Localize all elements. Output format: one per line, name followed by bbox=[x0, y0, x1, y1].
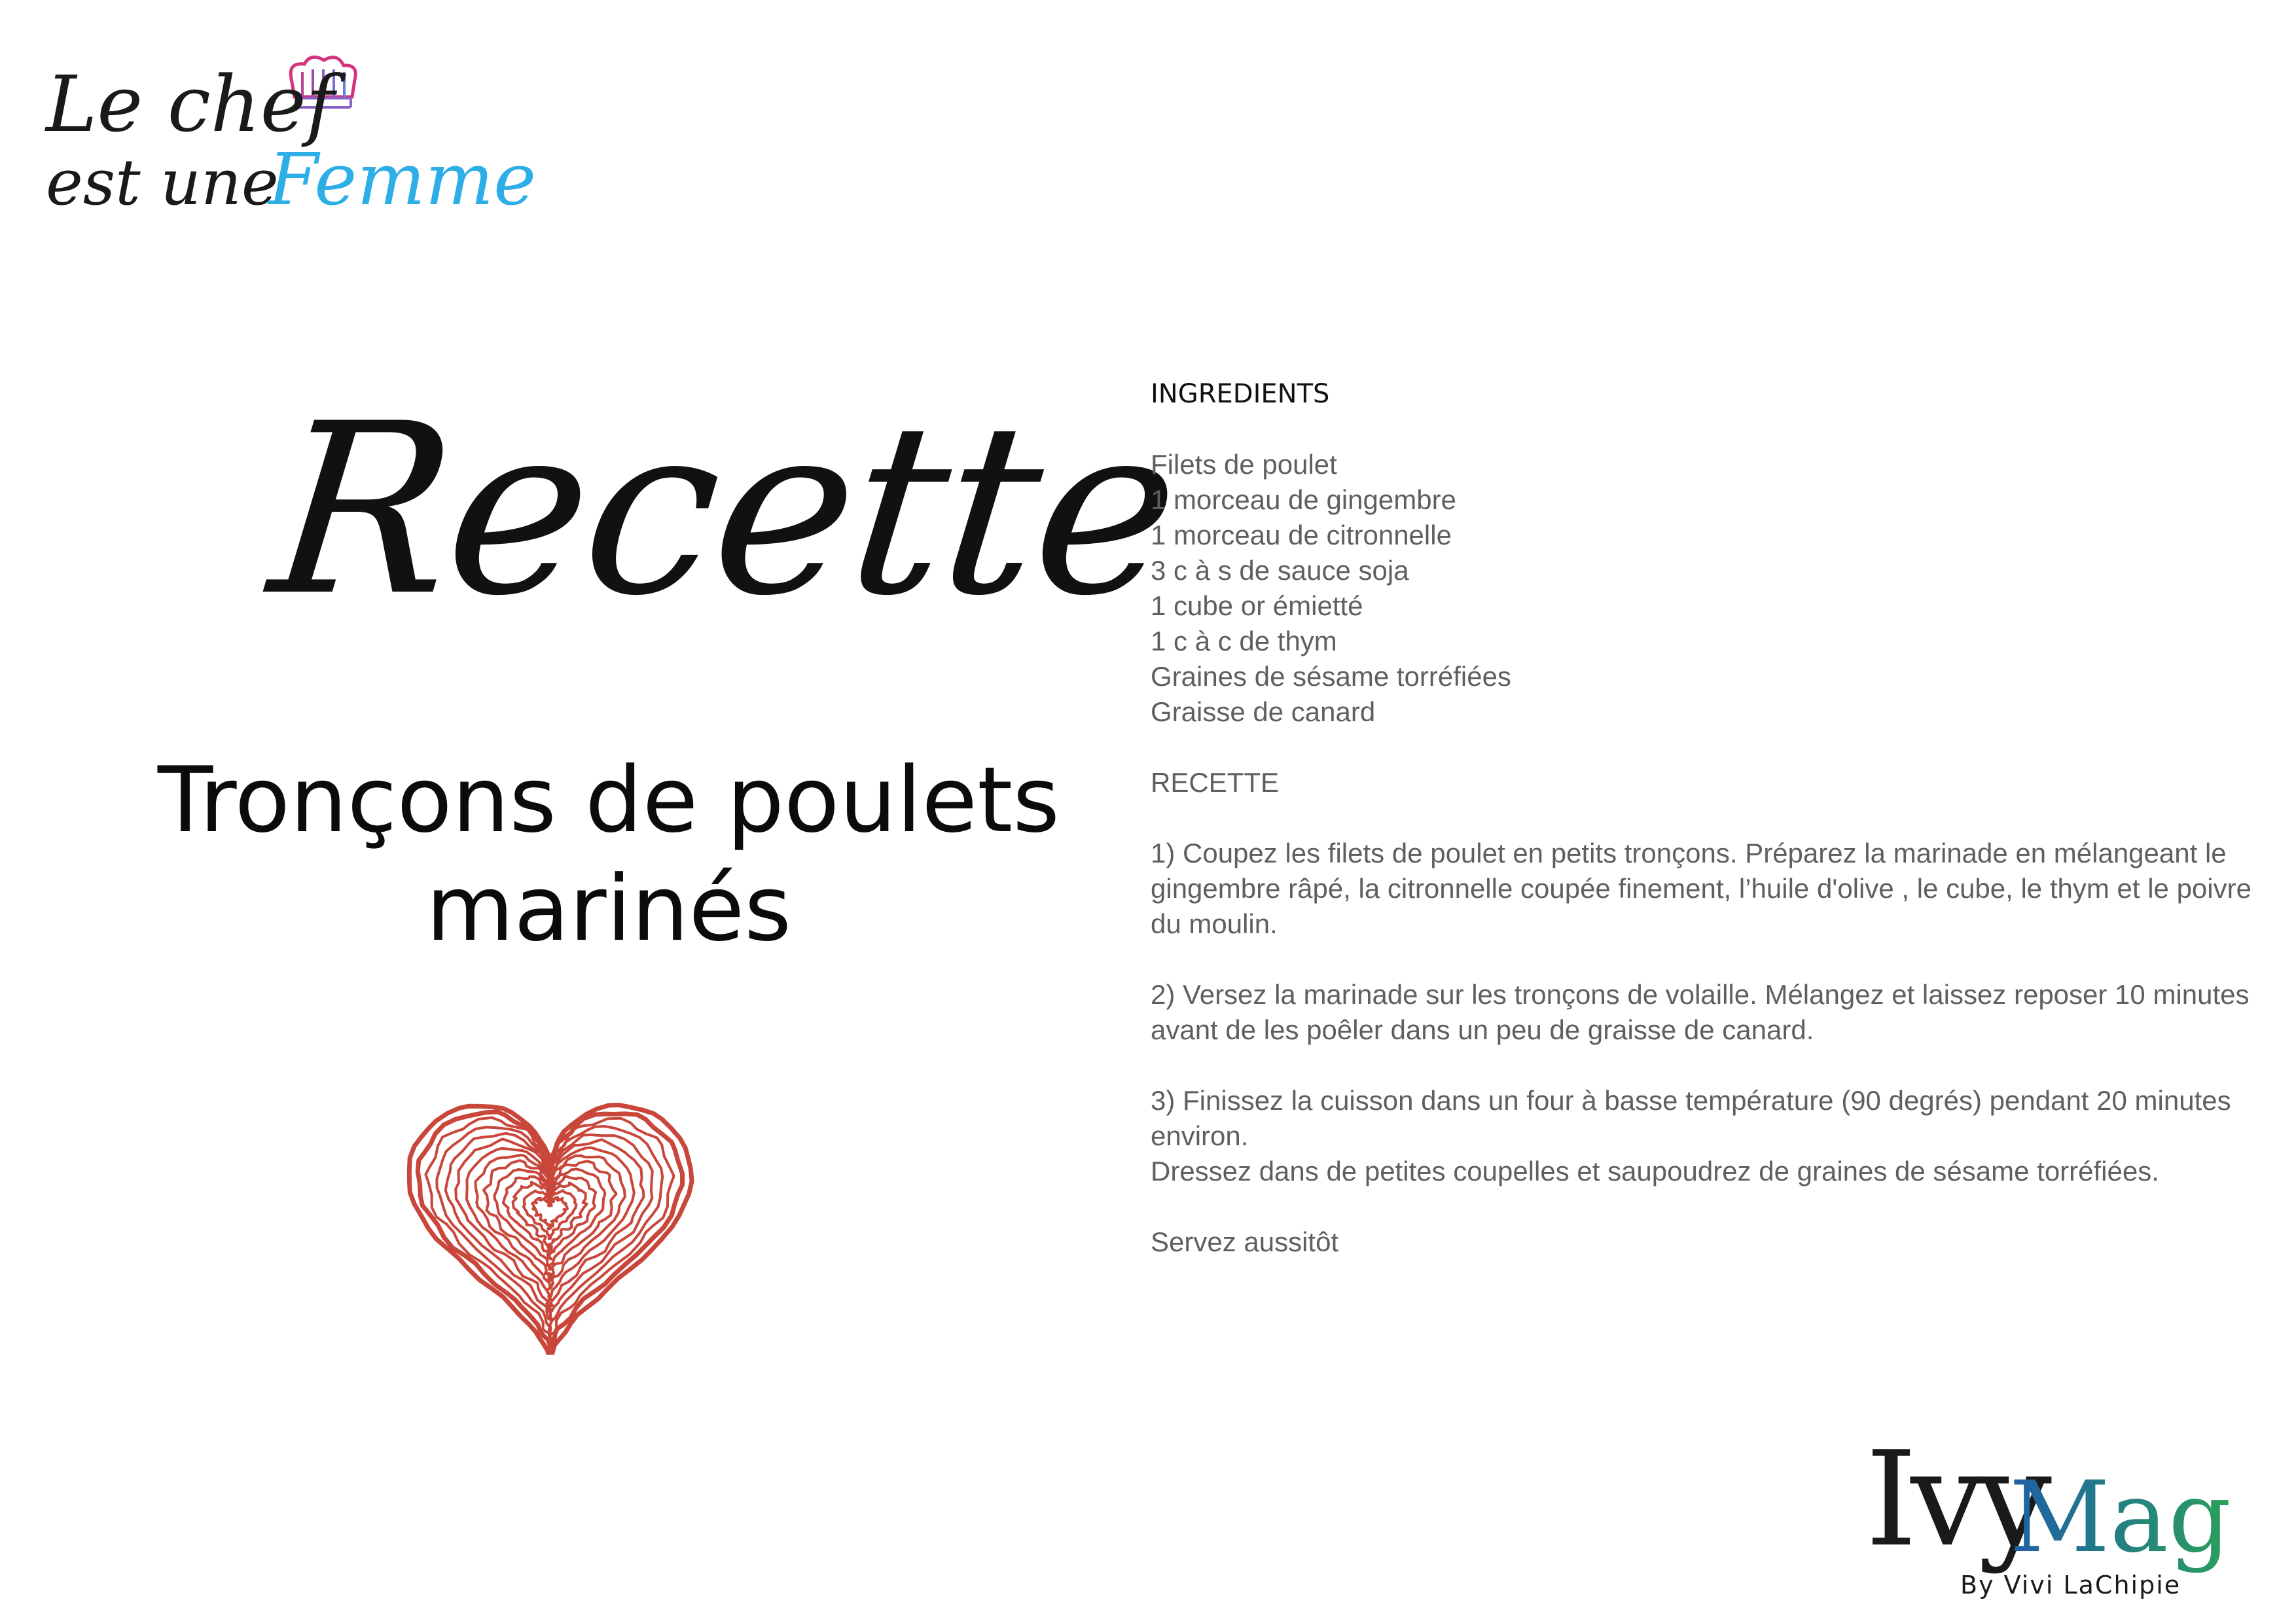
ingredient-item: Filets de poulet bbox=[1151, 449, 1337, 480]
ingredient-item: 1 cube or émietté bbox=[1151, 590, 1363, 621]
ingredients-heading: INGREDIENTS bbox=[1151, 379, 1330, 409]
page-title: Recette bbox=[260, 373, 1189, 647]
brand-logo bbox=[46, 46, 537, 221]
recipe-closing: Servez aussitôt bbox=[1151, 1226, 1339, 1257]
recipe-step-2: 2) Versez la marinade sur les tronçons de volaille. Mélangez et laissez reposer 10 minutes avant de les poêler dans un peu de graisse de canard. bbox=[1151, 979, 2250, 1045]
recipe-step-3-serving: Dressez dans de petites coupelles et saupoudrez de graines de sésame torréfiées. bbox=[1151, 1156, 2159, 1186]
ingredient-item: Graines de sésame torréfiées bbox=[1151, 661, 1511, 692]
recipe-name: Tronçons de poulets marinés bbox=[157, 747, 1060, 961]
recipe-heading: RECETTE bbox=[1151, 767, 1280, 798]
ivymag-name-part2: Mag bbox=[2009, 1461, 2232, 1575]
ingredient-item: 1 morceau de citronnelle bbox=[1151, 520, 1452, 550]
recipe-body bbox=[1151, 376, 2263, 1260]
scribble-heart-icon bbox=[399, 1054, 700, 1355]
ivymag-tagline: By Vivi LaChipie bbox=[1960, 1571, 2181, 1599]
brand-line2-start: est une bbox=[46, 146, 279, 219]
ingredient-item: 1 morceau de gingembre bbox=[1151, 484, 1456, 515]
brand-line1: Le chef bbox=[46, 59, 335, 149]
ingredients-list bbox=[1151, 447, 2263, 730]
recipe-step-3: 3) Finissez la cuisson dans un four à basse température (90 degrés) pendant 20 minutes environ. bbox=[1151, 1085, 2231, 1151]
ingredient-item: 1 c à c de thym bbox=[1151, 626, 1337, 656]
ivymag-logo bbox=[1865, 1423, 2271, 1603]
ingredient-item: 3 c à s de sauce soja bbox=[1151, 555, 1409, 586]
heart-scribble-ring bbox=[524, 1190, 577, 1239]
recipe-step-1: 1) Coupez les filets de poulet en petits tronçons. Préparez la marinade en mélangeant le gingembre râpé, la citronnelle coupée finement, l’huile d'olive , le cube, le thym et le poivre du moulin. bbox=[1151, 838, 2251, 939]
ivymag-name-part1: Ivy bbox=[1865, 1423, 2045, 1576]
brand-line2-end: Femme bbox=[268, 137, 537, 221]
ingredient-item: Graisse de canard bbox=[1151, 696, 1376, 727]
